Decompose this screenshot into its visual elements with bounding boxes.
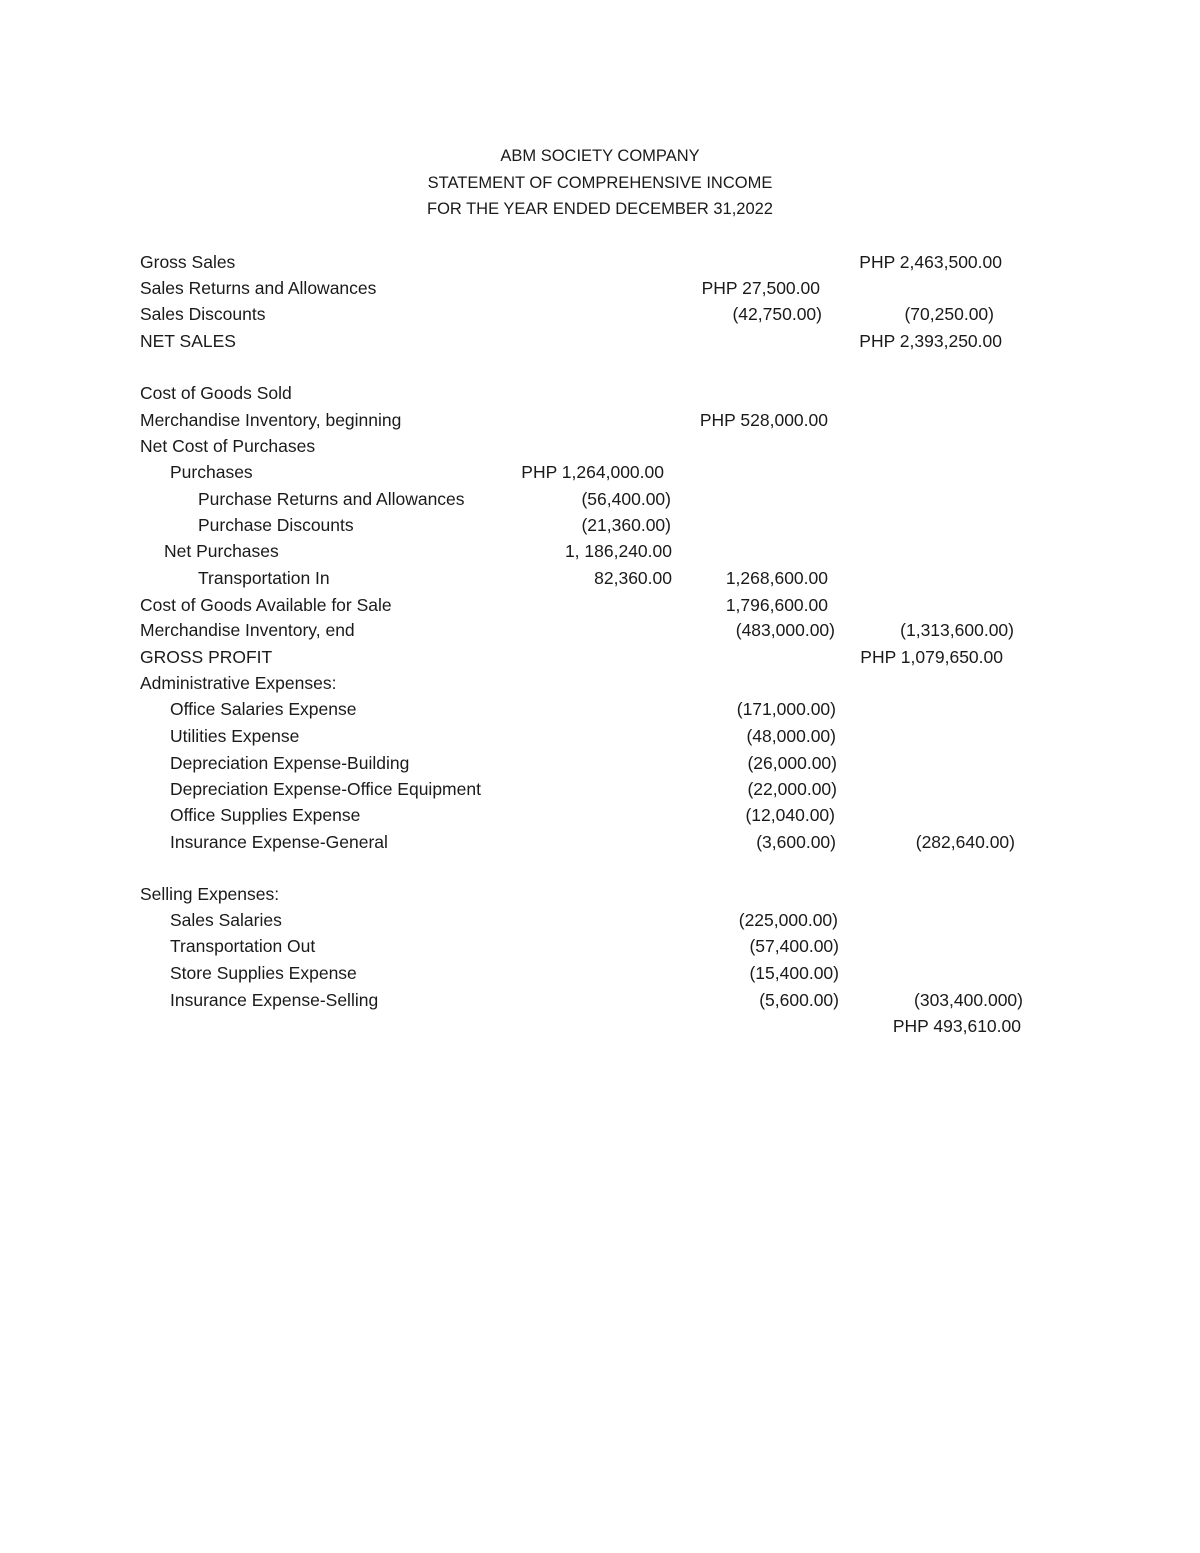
statement-row-purchase-discounts	[0, 512, 1200, 538]
statement-period: FOR THE YEAR ENDED DECEMBER 31,2022	[426, 200, 773, 218]
statement-row-purchase-returns	[0, 486, 1200, 512]
row-label: Office Salaries Expense	[170, 699, 357, 719]
subtotal-amount: (225,000.00)	[738, 910, 838, 930]
detail-amount: 82,360.00	[594, 568, 672, 588]
row-label: Purchases	[170, 462, 253, 482]
statement-row-depreciation-building	[0, 750, 1200, 776]
row-label: Net Cost of Purchases	[140, 436, 316, 456]
statement-title: STATEMENT OF COMPREHENSIVE INCOME	[427, 174, 773, 192]
statement-row-office-salaries	[0, 696, 1200, 722]
row-label: Office Supplies Expense	[170, 805, 361, 825]
subtotal-amount: (12,040.00)	[745, 805, 835, 825]
detail-amount: (56,400.00)	[581, 489, 671, 509]
row-label: Purchase Discounts	[198, 515, 354, 535]
subtotal-amount: 1,268,600.00	[725, 568, 828, 588]
statement-row-store-supplies	[0, 960, 1200, 986]
statement-row-sales-returns	[0, 275, 1200, 301]
statement-row-inventory-end	[0, 617, 1200, 643]
row-label: Gross Sales	[140, 252, 236, 272]
statement-row-insurance-selling	[0, 987, 1200, 1013]
subtotal-amount: (26,000.00)	[747, 753, 837, 773]
subtotal-amount: (57,400.00)	[749, 936, 839, 956]
subtotal-amount: (48,000.00)	[746, 726, 836, 746]
row-label: Cost of Goods Available for Sale	[140, 595, 392, 615]
row-label: Sales Returns and Allowances	[140, 278, 377, 298]
row-label: Merchandise Inventory, end	[140, 620, 355, 640]
row-label: Utilities Expense	[170, 726, 300, 746]
statement-row-purchases	[0, 459, 1200, 485]
statement-row-goods-available	[0, 592, 1200, 618]
statement-row-sales-salaries	[0, 907, 1200, 933]
row-label: Transportation Out	[170, 936, 316, 956]
row-label: Store Supplies Expense	[170, 963, 357, 983]
row-label: GROSS PROFIT	[140, 647, 273, 667]
row-label: Purchase Returns and Allowances	[198, 489, 465, 509]
statement-row-depreciation-equipment	[0, 776, 1200, 802]
row-label: Merchandise Inventory, beginning	[140, 410, 402, 430]
subtotal-amount: PHP 27,500.00	[701, 278, 820, 298]
row-label: Net Purchases	[164, 541, 279, 561]
row-label: Transportation In	[198, 568, 330, 588]
subtotal-amount: PHP 528,000.00	[699, 410, 828, 430]
statement-row-gross-profit	[0, 644, 1200, 670]
statement-row-net-cost-of-purchases	[0, 433, 1200, 459]
subtotal-amount: (483,000.00)	[735, 620, 835, 640]
row-label: Selling Expenses:	[140, 884, 280, 904]
total-amount: PHP 1,079,650.00	[860, 647, 1003, 667]
row-label: Sales Salaries	[170, 910, 282, 930]
statement-row-transportation-in	[0, 565, 1200, 591]
statement-row-transportation-out	[0, 933, 1200, 959]
total-amount: PHP 2,393,250.00	[859, 331, 1002, 351]
subtotal-amount: (42,750.00)	[732, 304, 822, 324]
statement-row-admin-heading	[0, 670, 1200, 696]
statement-row-office-supplies	[0, 802, 1200, 828]
subtotal-amount: (5,600.00)	[759, 990, 839, 1010]
detail-amount: PHP 1,264,000.00	[521, 462, 664, 482]
detail-amount: (21,360.00)	[581, 515, 671, 535]
row-label: Sales Discounts	[140, 304, 266, 324]
subtotal-amount: 1,796,600.00	[725, 595, 828, 615]
total-amount: (282,640.00)	[915, 832, 1015, 852]
company-name: ABM SOCIETY COMPANY	[500, 147, 700, 165]
subtotal-amount: (22,000.00)	[747, 779, 837, 799]
subtotal-amount: (15,400.00)	[749, 963, 839, 983]
row-label: Depreciation Expense-Building	[170, 753, 410, 773]
statement-row-net-total	[0, 1013, 1200, 1039]
subtotal-amount: (171,000.00)	[736, 699, 836, 719]
row-label: Administrative Expenses:	[140, 673, 337, 693]
statement-row-selling-heading	[0, 881, 1200, 907]
row-label: Cost of Goods Sold	[140, 383, 292, 403]
row-label: Insurance Expense-General	[170, 832, 388, 852]
total-amount: (303,400.000)	[914, 990, 1023, 1010]
row-label: Depreciation Expense-Office Equipment	[170, 779, 481, 799]
statement-row-utilities	[0, 723, 1200, 749]
statement-row-inventory-beginning	[0, 407, 1200, 433]
statement-row-gross-sales	[0, 249, 1200, 275]
net-income-amount: PHP 493,610.00	[892, 1016, 1021, 1036]
total-amount: (70,250.00)	[904, 304, 994, 324]
statement-row-sales-discounts	[0, 301, 1200, 327]
detail-amount: 1, 186,240.00	[564, 541, 672, 561]
statement-row-net-sales	[0, 328, 1200, 354]
total-amount: (1,313,600.00)	[900, 620, 1014, 640]
subtotal-amount: (3,600.00)	[756, 832, 836, 852]
row-label: NET SALES	[140, 331, 236, 351]
statement-row-cogs-heading	[0, 380, 1200, 406]
row-label: Insurance Expense-Selling	[170, 990, 379, 1010]
statement-row-net-purchases	[0, 538, 1200, 564]
total-amount: PHP 2,463,500.00	[859, 252, 1002, 272]
statement-row-insurance-general	[0, 829, 1200, 855]
